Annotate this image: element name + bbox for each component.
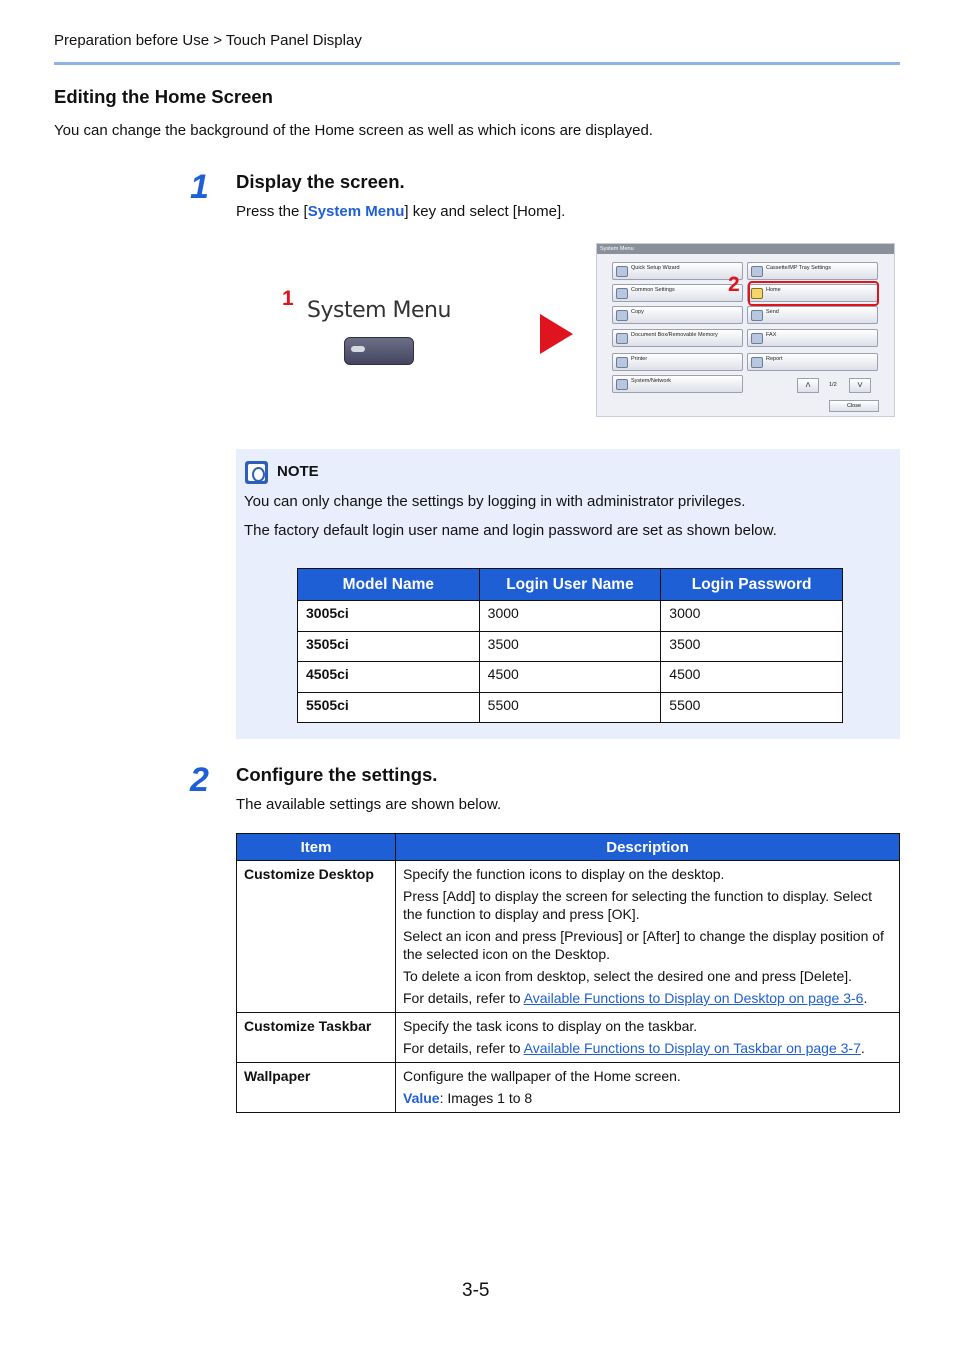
- taskbar-functions-link[interactable]: Available Functions to Display on Taskbar on page 3-7: [523, 1040, 861, 1056]
- wizard-icon: [616, 266, 628, 277]
- panel-button-label: Quick Setup Wizard: [631, 265, 680, 271]
- description-line: Select an icon and press [Previous] or [After] to change the display position of the selected icon on the Desktop.: [403, 928, 884, 962]
- note-line-2: The factory default login user name and login password are set as shown below.: [244, 522, 777, 539]
- login-password-cell: 3500: [661, 631, 843, 662]
- close-button[interactable]: Close: [829, 400, 879, 412]
- value-line: [403, 1089, 892, 1107]
- step-number-1: 1: [190, 168, 208, 206]
- panel-button-common-settings[interactable]: [612, 284, 743, 302]
- home-highlight-ring: [748, 281, 879, 306]
- description-cell: [396, 1063, 900, 1113]
- panel-button-label: Cassette/MP Tray Settings: [766, 265, 832, 271]
- table-row: [298, 692, 843, 723]
- note-icon: [245, 461, 268, 484]
- document-box-icon: [616, 333, 628, 344]
- login-defaults-table: [297, 568, 843, 723]
- table-row: [298, 631, 843, 662]
- description-cell: [396, 861, 900, 1013]
- fax-icon: [751, 333, 763, 344]
- model-name-cell: 4505ci: [298, 662, 480, 693]
- system-menu-key-label: System Menu: [307, 298, 451, 323]
- value-label: Value: [403, 1090, 440, 1106]
- send-icon: [751, 310, 763, 321]
- page-indicator: 1/2: [829, 382, 837, 388]
- panel-button-copy[interactable]: [612, 306, 743, 324]
- description-cell: [396, 1013, 900, 1063]
- panel-button-label: Common Settings: [631, 287, 675, 293]
- header-divider: [54, 62, 900, 65]
- login-user-cell: 4500: [479, 662, 661, 693]
- item-cell: Wallpaper: [237, 1063, 396, 1113]
- header-description: Description: [396, 834, 900, 861]
- network-icon: [616, 379, 628, 390]
- page-up-button[interactable]: ˄: [797, 378, 819, 393]
- step-2-title: Configure the settings.: [236, 764, 438, 785]
- instruction-text-after: ] key and select [Home].: [404, 203, 566, 220]
- header-login-user-name: Login User Name: [479, 569, 661, 601]
- panel-button-label: Copy: [631, 309, 644, 315]
- model-name-cell: 3505ci: [298, 631, 480, 662]
- description-line: Configure the wallpaper of the Home screen.: [403, 1068, 681, 1084]
- note-line-1: You can only change the settings by logging in with administrator privileges.: [244, 493, 746, 510]
- panel-button-fax[interactable]: [747, 329, 878, 347]
- settings-table: [236, 833, 900, 1113]
- arrow-right-icon: [540, 314, 573, 354]
- step-1-title: Display the screen.: [236, 171, 405, 192]
- panel-button-label: Report: [766, 356, 783, 362]
- section-title: Editing the Home Screen: [54, 86, 273, 107]
- system-menu-key-name: System Menu: [307, 203, 405, 220]
- item-cell: Customize Desktop: [237, 861, 396, 1013]
- header-login-password: Login Password: [661, 569, 843, 601]
- step-number-2: 2: [190, 761, 208, 799]
- panel-button-document-box[interactable]: [612, 329, 743, 347]
- panel-button-quick-setup-wizard[interactable]: [612, 262, 743, 280]
- panel-button-label: Home: [766, 287, 781, 293]
- model-name-cell: 3005ci: [298, 601, 480, 632]
- page-number: 3-5: [462, 1280, 490, 1301]
- description-line: Press [Add] to display the screen for selecting the function to display. Select the function to display and press [OK].: [403, 888, 872, 922]
- panel-button-system-network[interactable]: [612, 375, 743, 393]
- login-password-cell: 3000: [661, 601, 843, 632]
- description-line: To delete a icon from desktop, select the desired one and press [Delete].: [403, 968, 853, 984]
- reference-suffix: .: [860, 1040, 865, 1056]
- printer-icon: [616, 357, 628, 368]
- note-box: [236, 449, 900, 739]
- cassette-icon: [751, 266, 763, 277]
- panel-button-label: System/Network: [631, 378, 672, 384]
- panel-button-label: Send: [766, 309, 779, 315]
- panel-button-label: Printer: [631, 356, 648, 362]
- page-down-button[interactable]: ˅: [849, 378, 871, 393]
- reference-suffix: .: [863, 990, 868, 1006]
- login-user-cell: 3000: [479, 601, 661, 632]
- table-row-wallpaper: [237, 1063, 900, 1113]
- login-user-cell: 5500: [479, 692, 661, 723]
- table-row-customize-desktop: [237, 861, 900, 1013]
- reference-prefix: For details, refer to: [403, 990, 524, 1006]
- description-line: Specify the function icons to display on the desktop.: [403, 866, 725, 882]
- table-row-customize-taskbar: [237, 1013, 900, 1063]
- description-reference: [403, 1039, 892, 1057]
- panel-button-printer[interactable]: [612, 353, 743, 371]
- callout-1: 1: [282, 287, 294, 310]
- value-text: : Images 1 to 8: [439, 1090, 533, 1106]
- instruction-text-before: Press the [: [236, 203, 308, 220]
- copy-icon: [616, 310, 628, 321]
- step-1-instruction: [236, 203, 565, 220]
- model-name-cell: 5505ci: [298, 692, 480, 723]
- report-icon: [751, 357, 763, 368]
- header-model-name: Model Name: [298, 569, 480, 601]
- panel-button-send[interactable]: [747, 306, 878, 324]
- panel-button-label: FAX: [766, 332, 777, 338]
- login-password-cell: 4500: [661, 662, 843, 693]
- desktop-functions-link[interactable]: Available Functions to Display on Desktop on page 3-6: [523, 990, 864, 1006]
- panel-button-label: Document Box/Removable Memory: [631, 332, 718, 338]
- breadcrumb: Preparation before Use > Touch Panel Display: [54, 32, 362, 49]
- table-row: [298, 601, 843, 632]
- callout-2: 2: [728, 273, 740, 296]
- panel-button-report[interactable]: [747, 353, 878, 371]
- reference-prefix: For details, refer to: [403, 1040, 524, 1056]
- settings-icon: [616, 288, 628, 299]
- description-reference: [403, 989, 892, 1007]
- note-label: NOTE: [277, 463, 319, 480]
- step-2-text: The available settings are shown below.: [236, 796, 502, 813]
- panel-title: System Menu: [597, 244, 894, 254]
- item-cell: Customize Taskbar: [237, 1013, 396, 1063]
- panel-button-cassette-settings[interactable]: [747, 262, 878, 280]
- system-menu-key-button[interactable]: [344, 337, 414, 365]
- header-item: Item: [237, 834, 396, 861]
- description-line: Specify the task icons to display on the taskbar.: [403, 1018, 698, 1034]
- login-user-cell: 3500: [479, 631, 661, 662]
- section-intro: You can change the background of the Home screen as well as which icons are displayed.: [54, 122, 653, 139]
- login-password-cell: 5500: [661, 692, 843, 723]
- system-menu-panel: [596, 243, 895, 417]
- table-row: [298, 662, 843, 693]
